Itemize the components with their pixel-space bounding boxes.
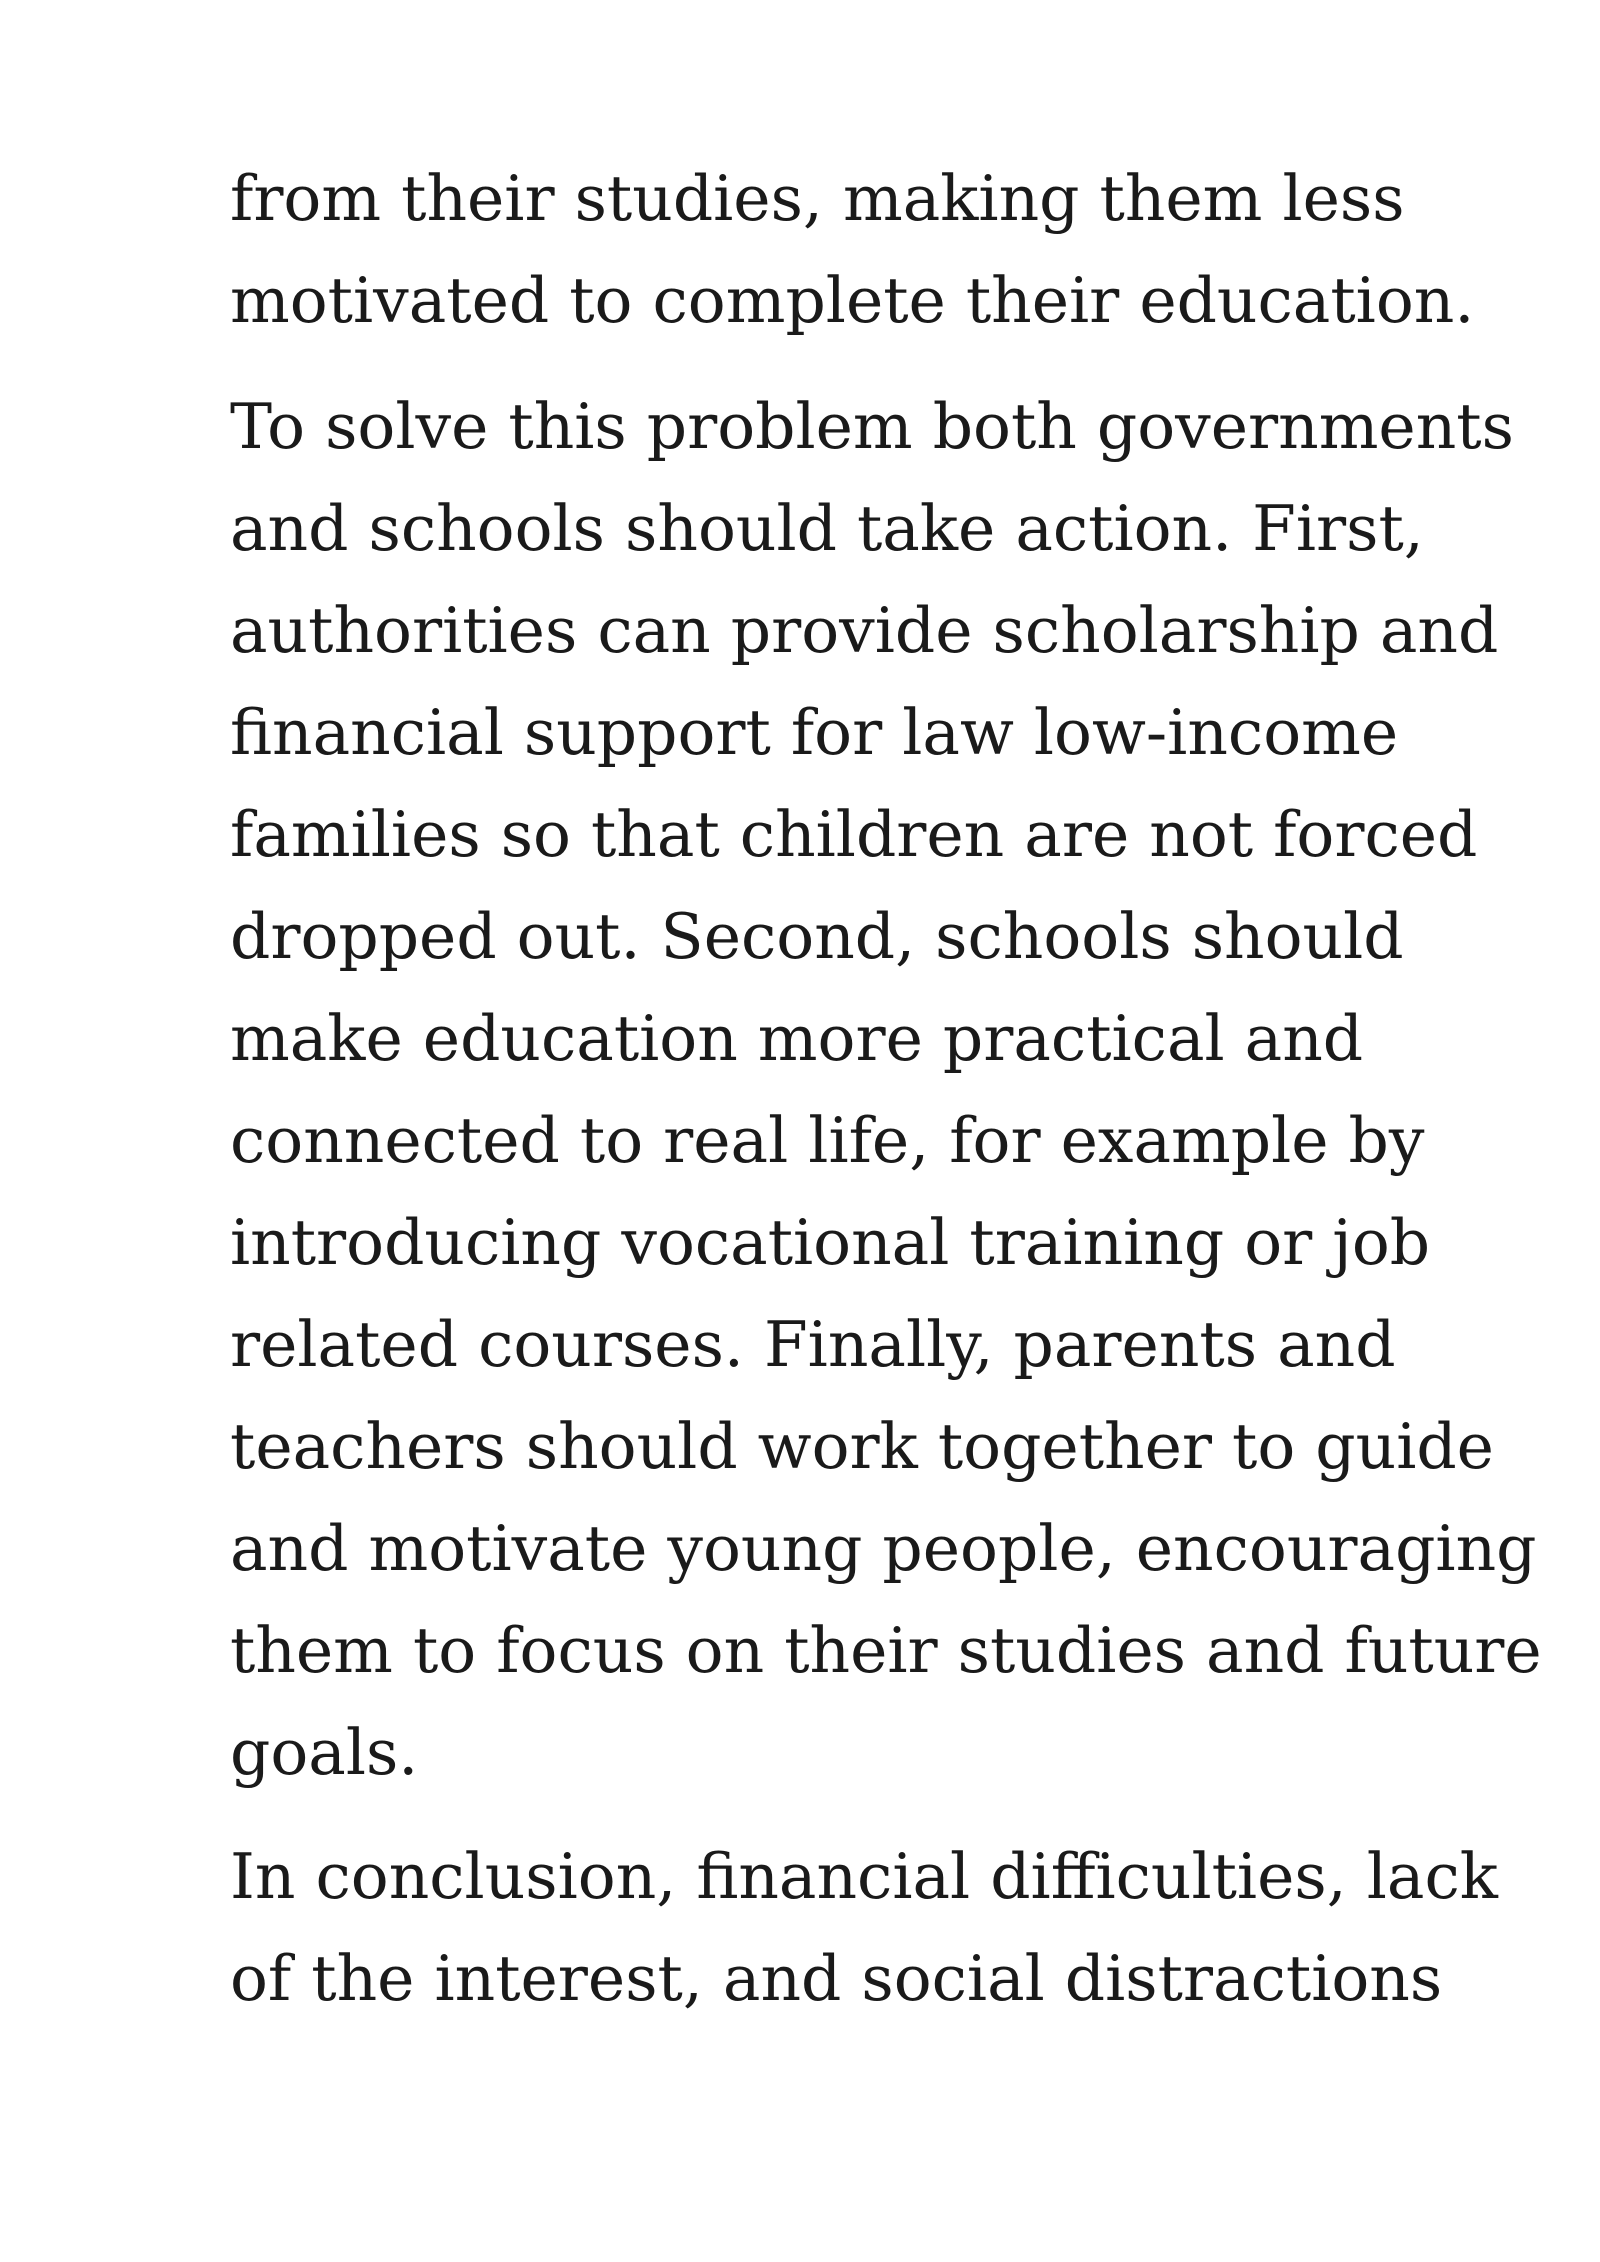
text-line: introducing vocational training or job <box>230 1206 1431 1279</box>
paragraph-conclusion <box>230 1826 1530 2030</box>
text-line: teachers should work together to guide <box>230 1410 1494 1483</box>
text-line: related courses. Finally, parents and <box>230 1308 1396 1381</box>
text-line: from their studies, making them less <box>230 162 1405 235</box>
text-line: financial support for law low-income <box>230 696 1399 769</box>
text-line: In conclusion, financial difficulties, lack <box>230 1840 1498 1913</box>
paragraph-continuation <box>230 148 1530 352</box>
text-line: and motivate young people, encouraging <box>230 1512 1537 1585</box>
text-line: and schools should take action. First, <box>230 492 1424 565</box>
text-line: them to focus on their studies and future <box>230 1614 1542 1687</box>
text-line: of the interest, and social distractions <box>230 1942 1443 2015</box>
text-line: authorities can provide scholarship and <box>230 594 1499 667</box>
paragraph-solutions <box>230 376 1542 1804</box>
text-line: dropped out. Second, schools should <box>230 900 1404 973</box>
text-line: connected to real life, for example by <box>230 1104 1425 1177</box>
text-line: motivated to complete their education. <box>230 264 1475 337</box>
text-line: make education more practical and <box>230 1002 1364 1075</box>
text-line: To solve this problem both governments <box>230 390 1514 463</box>
text-line: families so that children are not forced <box>230 798 1478 871</box>
text-line: goals. <box>230 1716 419 1789</box>
